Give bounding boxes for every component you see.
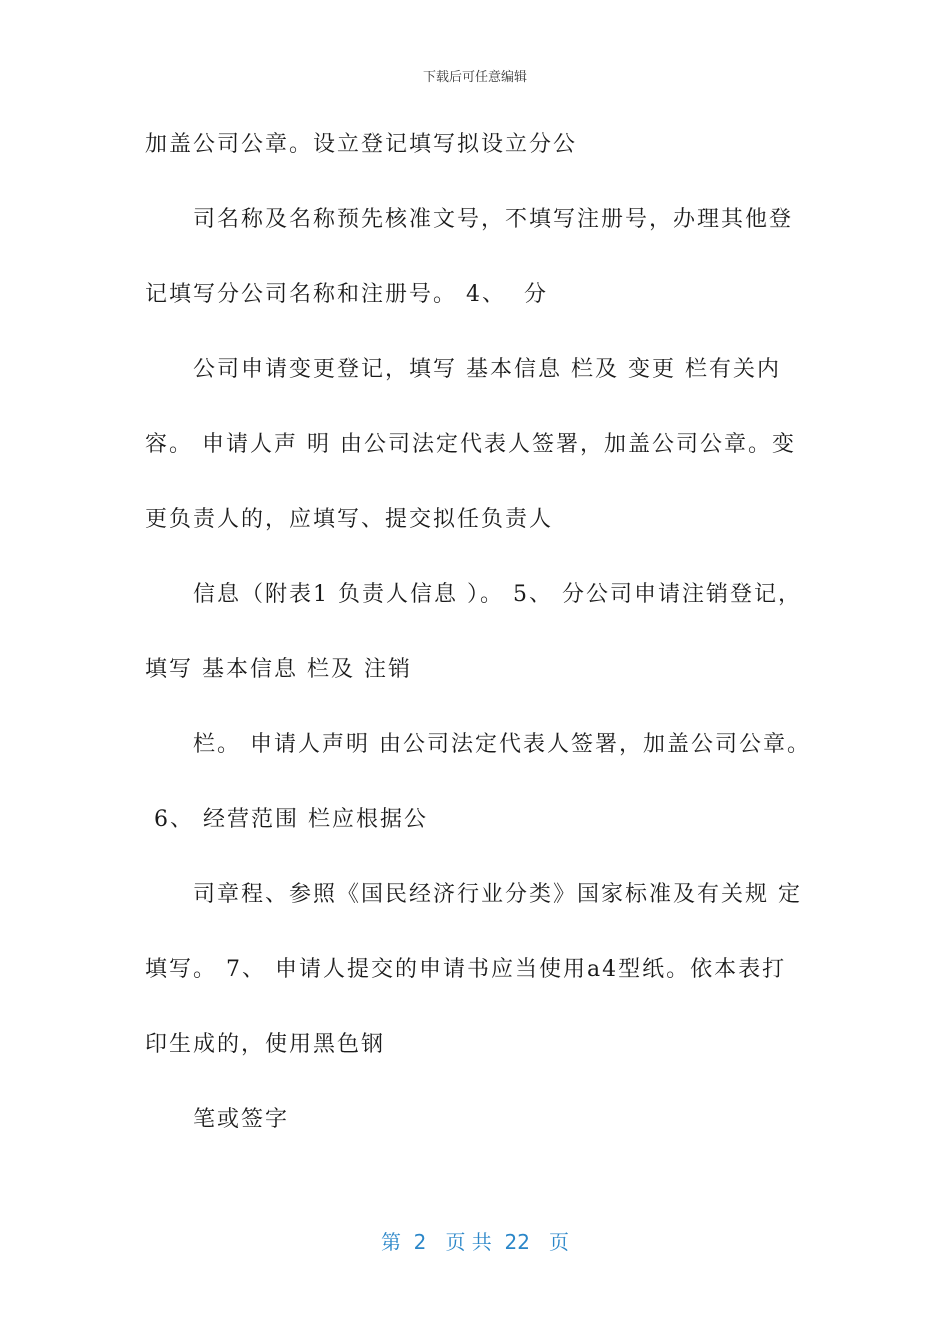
- body-line-3: 记填写分公司名称和注册号。 4、 分: [145, 282, 548, 307]
- body-line-10: 6、 经营范围 栏应根据公: [145, 807, 428, 832]
- body-line-11: 司章程、参照《国民经济行业分类》国家标准及有关规 定: [193, 882, 802, 907]
- body-line-1: 加盖公司公章。设立登记填写拟设立分公: [145, 132, 578, 157]
- body-line-13: 印生成的，使用黑色钢: [145, 1032, 386, 1057]
- page-header-note: 下载后可任意编辑: [422, 70, 527, 85]
- body-line-9: 栏。 申请人声明 由公司法定代表人签署，加盖公司公章。: [193, 732, 811, 757]
- body-line-5: 容。 申请人声 明 由公司法定代表人签署，加盖公司公章。变: [145, 432, 796, 457]
- page-footer-number: 第 2 页 共 22 页: [380, 1230, 570, 1254]
- body-line-6: 更负责人的，应填写、提交拟任负责人: [145, 507, 554, 532]
- body-line-4: 公司申请变更登记，填写 基本信息 栏及 变更 栏有关内: [193, 357, 781, 382]
- body-line-2: 司名称及名称预先核准文号，不填写注册号，办理其他登: [193, 207, 794, 232]
- body-line-7: 信息（附表1 负责人信息 ）。 5、 分公司申请注销登记，: [193, 582, 802, 607]
- body-line-8: 填写 基本信息 栏及 注销: [145, 657, 412, 682]
- body-line-14: 笔或签字: [193, 1107, 290, 1132]
- body-line-12: 填写。 7、 申请人提交的申请书应当使用a4型纸。依本表打: [145, 957, 787, 982]
